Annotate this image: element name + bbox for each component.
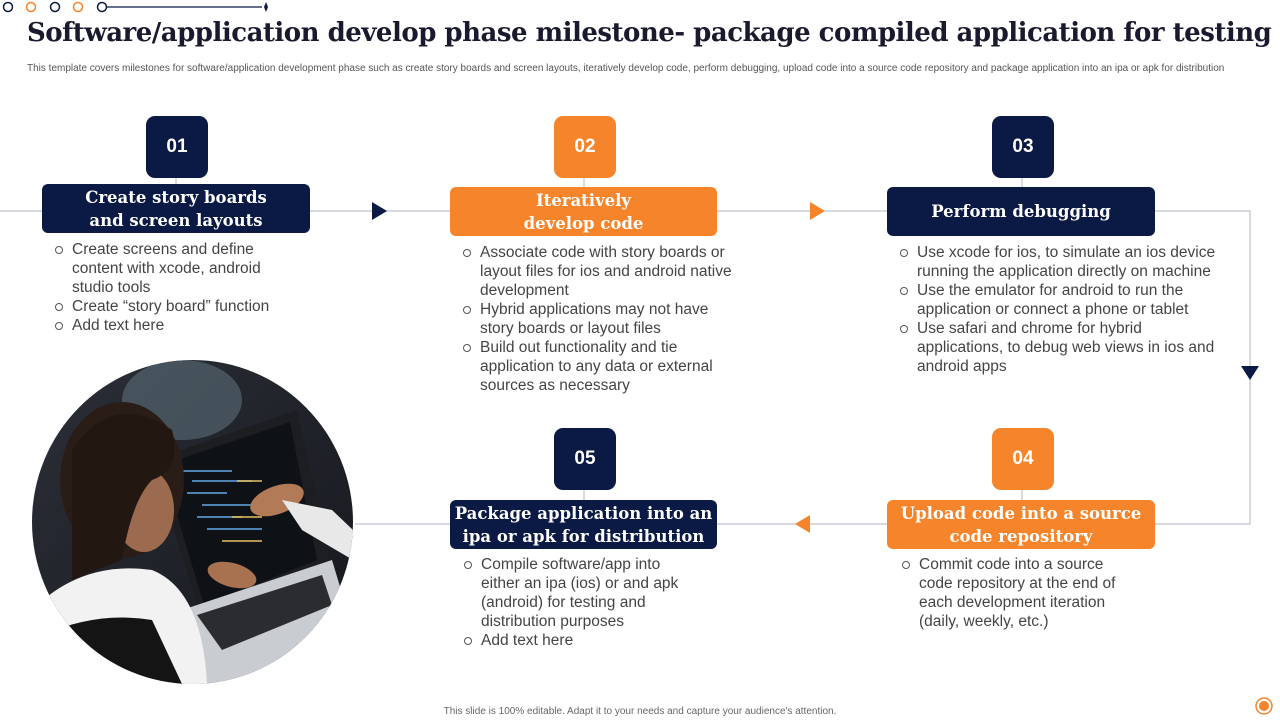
bullet-item: Use the emulator for android to run the application or connect a phone or tablet [899,281,1231,319]
bullet-item: Hybrid applications may not have story boards or layout files [462,300,742,338]
corner-circle-icon [1254,696,1274,716]
bullet-item: Add text here [54,316,286,335]
step-title-03: Perform debugging [887,187,1155,236]
step-05-bullets [463,555,693,650]
bullet-item: Create screens and define content with xcode, android studio tools [54,240,286,297]
step-title-05: Package application into an ipa or apk for distribution [450,500,717,549]
arrow-right-icon [372,202,387,220]
arrow-right-icon [810,202,825,220]
step-number-02: 02 [554,116,616,178]
bullet-item: Associate code with story boards or layout files for ios and android native development [462,243,742,300]
step-number-05: 05 [554,428,616,490]
bullet-item: Add text here [463,631,693,650]
footer-note: This slide is 100% editable. Adapt it to your needs and capture your audience's attention. [443,706,837,717]
step-01-bullets [54,240,286,335]
step-title-01: Create story boards and screen layouts [42,184,310,233]
page-title: Software/application develop phase milestone- package compiled application for testing [27,18,1272,48]
woman-laptop-photo [32,360,353,684]
bullet-item: Use safari and chrome for hybrid applications, to debug web views in ios and android apps [899,319,1231,376]
step-title-02: Iteratively develop code [450,187,717,236]
step-number-04: 04 [992,428,1054,490]
step-04-bullets [901,555,1127,631]
bullet-item: Compile software/app into either an ipa (ios) or and apk (android) for testing and distribution purposes [463,555,693,631]
step-number-01: 01 [146,116,208,178]
page-subtitle: This template covers milestones for software/application development phase such as create story boards and screen layouts, iteratively develop code, perform debugging, upload code into a source code repository and package application into an ipa or apk for distribution [27,63,1225,74]
step-number-03: 03 [992,116,1054,178]
bullet-item: Use xcode for ios, to simulate an ios device running the application directly on machine [899,243,1231,281]
bullet-item: Build out functionality and tie application to any data or external sources as necessary [462,338,742,395]
arrow-left-icon [795,515,810,533]
step-title-04: Upload code into a source code repository [887,500,1155,549]
bullet-item: Commit code into a source code repository at the end of each development iteration (daily, weekly, etc.) [901,555,1127,631]
step-02-bullets [462,243,742,395]
bullet-item: Create “story board” function [54,297,286,316]
arrow-down-icon [1241,366,1259,380]
step-03-bullets [899,243,1231,376]
